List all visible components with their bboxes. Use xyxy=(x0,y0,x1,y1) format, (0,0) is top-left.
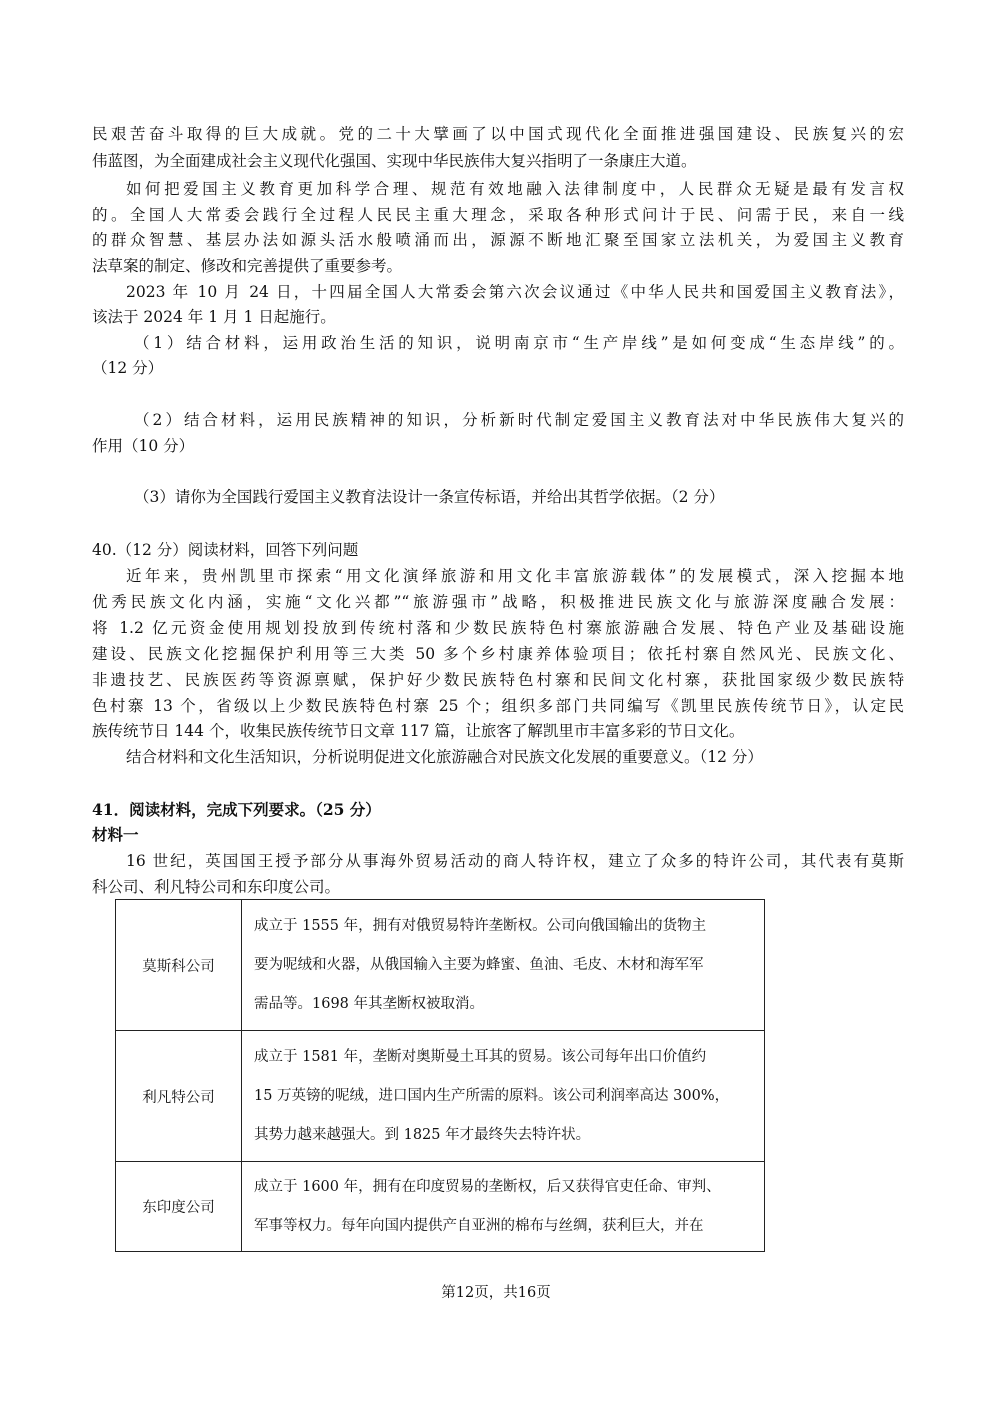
material-label: 材料一 xyxy=(92,825,139,844)
law-line-3: 的群众智慧、基层办法如源头活水般喷涌而出，源源不断地汇聚至国家立法机关，为爱国主义教育 xyxy=(92,231,904,249)
company-description xyxy=(242,1031,765,1162)
question-39-2: （2）结合材料，运用民族精神的知识，分析新时代制定爱国主义教育法对中华民族伟大复兴的 xyxy=(134,411,904,429)
description-line: 成立于 1581 年，垄断对奥斯曼土耳其的贸易。该公司每年出口价值约 xyxy=(254,1048,707,1065)
description-line: 军事等权力。每年向国内提供产自亚洲的棉布与丝绸，获利巨大，并在 xyxy=(254,1217,704,1234)
description-line: 需品等。1698 年其垄断权被取消。 xyxy=(254,995,485,1012)
company-description xyxy=(242,900,765,1031)
description-line: 要为呢绒和火器，从俄国输入主要为蜂蜜、鱼油、毛皮、木材和海军军 xyxy=(254,956,704,973)
table-row xyxy=(116,1031,765,1162)
question-39-1: （1）结合材料，运用政治生活的知识，说明南京市“生产岸线”是如何变成“生态岸线”的。 xyxy=(134,334,904,352)
company-name: 利凡特公司 xyxy=(116,1031,242,1162)
table-row xyxy=(116,1162,765,1252)
law-line-1: 如何把爱国主义教育更加科学合理、规范有效地融入法律制度中，人民群众无疑是最有发言权 xyxy=(126,180,904,198)
date-line-2: 该法于 2024 年 1 月 1 日起施行。 xyxy=(92,308,336,326)
company-description xyxy=(242,1162,765,1252)
question-40-title: 40.（12 分）阅读材料，回答下列问题 xyxy=(92,541,359,559)
description-line: 其势力越来越强大。到 1825 年才最终失去特许状。 xyxy=(254,1126,591,1143)
law-line-4: 法草案的制定、修改和完善提供了重要参考。 xyxy=(92,257,403,275)
q41-intro-line-2: 科公司、利凡特公司和东印度公司。 xyxy=(92,878,341,896)
law-line-2: 的。全国人大常委会践行全过程人民民主重大理念，采取各种形式问计于民、问需于民，来自一线 xyxy=(92,206,904,224)
description-line: 成立于 1555 年，拥有对俄贸易特许垄断权。公司向俄国输出的货物主 xyxy=(254,917,707,934)
company-name: 东印度公司 xyxy=(116,1162,242,1252)
table-row xyxy=(116,900,765,1031)
q40-line-7: 族传统节日 144 个，收集民族传统节日文章 117 篇，让旅客了解凯里市丰富多彩的节日文化。 xyxy=(92,722,745,740)
q40-line-5: 非遗技艺、民族医药等资源禀赋，保护好少数民族特色村寨和民间文化村寨，获批国家级少数民族特 xyxy=(92,671,904,689)
question-41-title: 41．阅读材料，完成下列要求。（25 分） xyxy=(92,800,381,819)
q40-task: 结合材料和文化生活知识，分析说明促进文化旅游融合对民族文化发展的重要意义。（12 分） xyxy=(126,748,763,766)
page-footer: 第12页，共16页 xyxy=(441,1285,551,1301)
question-39-2-score: 作用（10 分） xyxy=(92,437,195,455)
q40-line-1: 近年来，贵州凯里市探索“用文化演绎旅游和用文化丰富旅游载体”的发展模式，深入挖掘本地 xyxy=(126,567,904,585)
question-39-1-score: （12 分） xyxy=(92,359,164,377)
company-name: 莫斯科公司 xyxy=(116,900,242,1031)
date-line-1: 2023 年 10 月 24 日，十四届全国人大常委会第六次会议通过《中华人民共和国爱国主义教育法》， xyxy=(126,283,904,301)
description-line: 成立于 1600 年，拥有在印度贸易的垄断权，后又获得官吏任命、审判、 xyxy=(254,1178,721,1195)
company-table xyxy=(115,899,765,1252)
q40-line-2: 优秀民族文化内涵，实施“文化兴都”“旅游强市”战略，积极推进民族文化与旅游深度融合发展： xyxy=(92,593,904,611)
question-39-3: （3）请你为全国践行爱国主义教育法设计一条宣传标语，并给出其哲学依据。（2 分） xyxy=(134,488,725,506)
q40-line-3: 将 1.2 亿元资金使用规划投放到传统村落和少数民族特色村寨旅游融合发展、特色产业及基础设施 xyxy=(92,619,904,637)
description-line: 15 万英镑的呢绒，进口国内生产所需的原料。该公司利润率高达 300%， xyxy=(254,1087,730,1104)
intro-line-2: 伟蓝图，为全面建成社会主义现代化强国、实现中华民族伟大复兴指明了一条康庄大道。 xyxy=(92,152,697,170)
q40-line-4: 建设、民族文化挖掘保护利用等三大类 50 多个乡村康养体验项目；依托村寨自然风光、民族文化、 xyxy=(92,645,904,663)
q40-line-6: 色村寨 13 个，省级以上少数民族特色村寨 25 个；组织多部门共同编写《凯里民族传统节日》，认定民 xyxy=(92,697,904,715)
q41-intro-line-1: 16 世纪，英国国王授予部分从事海外贸易活动的商人特许权，建立了众多的特许公司，其代表有莫斯 xyxy=(126,852,904,870)
intro-line-1: 民艰苦奋斗取得的巨大成就。党的二十大擘画了以中国式现代化全面推进强国建设、民族复兴的宏 xyxy=(92,125,904,143)
